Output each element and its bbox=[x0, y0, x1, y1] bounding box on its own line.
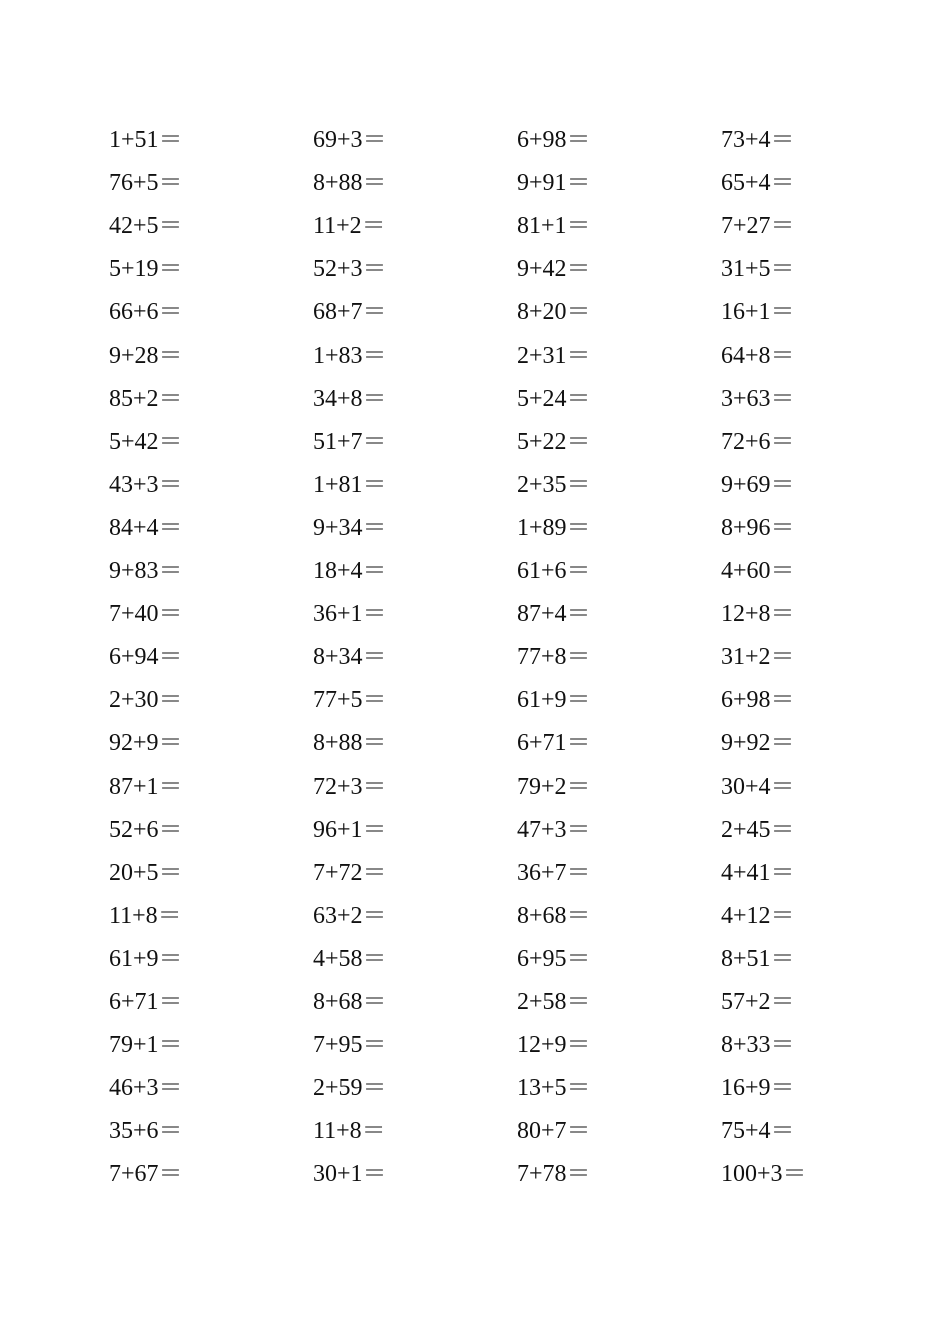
addition-problem: 5+42＝ bbox=[109, 428, 183, 455]
addition-problem: 4+58＝ bbox=[313, 945, 387, 972]
problem-row bbox=[0, 593, 950, 636]
problem-row bbox=[0, 938, 950, 981]
addition-problem: 3+63＝ bbox=[721, 385, 795, 412]
addition-problem: 8+96＝ bbox=[721, 514, 795, 541]
problem-row bbox=[0, 421, 950, 464]
addition-problem: 9+83＝ bbox=[109, 558, 183, 584]
addition-problem: 8+68＝ bbox=[517, 902, 591, 929]
addition-problem: 76+5＝ bbox=[109, 170, 183, 197]
addition-problem: 65+4＝ bbox=[721, 170, 795, 197]
addition-problem: 73+4＝ bbox=[721, 127, 795, 153]
addition-problem: 4+12＝ bbox=[721, 902, 795, 929]
addition-problem: 72+3＝ bbox=[313, 773, 387, 800]
addition-problem: 5+24＝ bbox=[517, 385, 591, 412]
addition-problem: 8+20＝ bbox=[517, 299, 591, 326]
addition-problem: 61+6＝ bbox=[517, 558, 591, 584]
problem-row bbox=[0, 507, 950, 550]
addition-problem: 36+1＝ bbox=[313, 601, 387, 628]
addition-problem: 1+81＝ bbox=[313, 471, 387, 498]
addition-problem: 12+8＝ bbox=[721, 601, 795, 628]
addition-problem: 47+3＝ bbox=[517, 816, 591, 843]
problem-row bbox=[0, 679, 950, 722]
problem-row bbox=[0, 766, 950, 809]
problem-row bbox=[0, 895, 950, 938]
addition-problem: 31+5＝ bbox=[721, 256, 795, 283]
addition-problem: 9+28＝ bbox=[109, 342, 183, 369]
addition-problem: 8+88＝ bbox=[313, 170, 387, 197]
addition-problem: 8+33＝ bbox=[721, 1032, 795, 1059]
addition-problem: 6+94＝ bbox=[109, 644, 183, 671]
addition-problem: 61+9＝ bbox=[109, 945, 183, 972]
addition-problem: 51+7＝ bbox=[313, 428, 387, 455]
addition-problem: 96+1＝ bbox=[313, 816, 387, 843]
addition-problem: 7+27＝ bbox=[721, 213, 795, 240]
problem-row bbox=[0, 722, 950, 765]
addition-problem: 2+35＝ bbox=[517, 471, 591, 498]
problem-row bbox=[0, 1153, 950, 1196]
addition-problem: 8+68＝ bbox=[313, 989, 387, 1015]
addition-problem: 92+9＝ bbox=[109, 730, 183, 757]
addition-problem: 5+19＝ bbox=[109, 256, 183, 283]
addition-problem: 63+2＝ bbox=[313, 902, 387, 929]
addition-problem: 11+8＝ bbox=[109, 902, 182, 929]
addition-problem: 36+7＝ bbox=[517, 859, 591, 886]
addition-problem: 85+2＝ bbox=[109, 385, 183, 412]
addition-problem: 16+1＝ bbox=[721, 299, 795, 326]
addition-problem: 11+8＝ bbox=[313, 1118, 386, 1145]
addition-problem: 42+5＝ bbox=[109, 213, 183, 240]
addition-problem: 75+4＝ bbox=[721, 1118, 795, 1145]
addition-problem: 5+22＝ bbox=[517, 428, 591, 455]
addition-problem: 6+98＝ bbox=[721, 687, 795, 714]
addition-problem: 9+92＝ bbox=[721, 730, 795, 757]
problem-row bbox=[0, 248, 950, 291]
addition-problem: 2+59＝ bbox=[313, 1075, 387, 1102]
addition-problem: 1+83＝ bbox=[313, 342, 387, 369]
problem-row bbox=[0, 205, 950, 248]
addition-problem: 8+88＝ bbox=[313, 730, 387, 757]
addition-problem: 34+8＝ bbox=[313, 385, 387, 412]
problem-row bbox=[0, 550, 950, 593]
addition-problem: 84+4＝ bbox=[109, 514, 183, 541]
addition-problem: 31+2＝ bbox=[721, 644, 795, 671]
problem-row bbox=[0, 464, 950, 507]
problem-row bbox=[0, 981, 950, 1024]
addition-problem: 18+4＝ bbox=[313, 558, 387, 584]
problem-row bbox=[0, 809, 950, 852]
addition-problem: 77+8＝ bbox=[517, 644, 591, 671]
addition-problem: 35+6＝ bbox=[109, 1118, 183, 1145]
addition-problem: 6+95＝ bbox=[517, 945, 591, 972]
addition-problem: 12+9＝ bbox=[517, 1032, 591, 1059]
problem-row bbox=[0, 636, 950, 679]
addition-problem: 9+34＝ bbox=[313, 514, 387, 541]
addition-problem: 72+6＝ bbox=[721, 428, 795, 455]
addition-problem: 7+40＝ bbox=[109, 601, 183, 628]
addition-problem: 77+5＝ bbox=[313, 687, 387, 714]
addition-problem: 6+71＝ bbox=[109, 989, 183, 1015]
addition-problem: 30+1＝ bbox=[313, 1161, 387, 1188]
addition-problem: 13+5＝ bbox=[517, 1075, 591, 1102]
addition-problem: 4+60＝ bbox=[721, 558, 795, 584]
addition-problem: 7+67＝ bbox=[109, 1161, 183, 1188]
addition-problem: 1+89＝ bbox=[517, 514, 591, 541]
addition-problem: 87+4＝ bbox=[517, 601, 591, 628]
addition-problem: 2+30＝ bbox=[109, 687, 183, 714]
problem-row bbox=[0, 1110, 950, 1153]
addition-problem: 66+6＝ bbox=[109, 299, 183, 326]
addition-problem: 20+5＝ bbox=[109, 859, 183, 886]
addition-problem: 2+45＝ bbox=[721, 816, 795, 843]
addition-problem: 52+6＝ bbox=[109, 816, 183, 843]
addition-problem: 9+42＝ bbox=[517, 256, 591, 283]
addition-problem: 16+9＝ bbox=[721, 1075, 795, 1102]
problem-row bbox=[0, 1024, 950, 1067]
addition-problem: 57+2＝ bbox=[721, 989, 795, 1015]
addition-problem: 9+91＝ bbox=[517, 170, 591, 197]
addition-problem: 81+1＝ bbox=[517, 213, 591, 240]
addition-problem: 7+78＝ bbox=[517, 1161, 591, 1188]
addition-problem: 80+7＝ bbox=[517, 1118, 591, 1145]
addition-problem: 8+34＝ bbox=[313, 644, 387, 671]
addition-problem: 6+98＝ bbox=[517, 127, 591, 153]
addition-problem: 69+3＝ bbox=[313, 127, 387, 153]
addition-problem: 79+1＝ bbox=[109, 1032, 183, 1059]
addition-problem: 2+31＝ bbox=[517, 342, 591, 369]
problem-row bbox=[0, 291, 950, 334]
addition-problem: 46+3＝ bbox=[109, 1075, 183, 1102]
problem-row bbox=[0, 852, 950, 895]
addition-problem: 7+95＝ bbox=[313, 1032, 387, 1059]
addition-problem: 30+4＝ bbox=[721, 773, 795, 800]
addition-problem: 2+58＝ bbox=[517, 989, 591, 1015]
addition-problem: 100+3＝ bbox=[721, 1161, 807, 1188]
addition-problem: 7+72＝ bbox=[313, 859, 387, 886]
addition-problem: 9+69＝ bbox=[721, 471, 795, 498]
addition-problem: 87+1＝ bbox=[109, 773, 183, 800]
addition-problem: 43+3＝ bbox=[109, 471, 183, 498]
addition-problem: 52+3＝ bbox=[313, 256, 387, 283]
addition-problem: 8+51＝ bbox=[721, 945, 795, 972]
problem-row bbox=[0, 378, 950, 421]
addition-problem: 1+51＝ bbox=[109, 127, 183, 153]
problem-row bbox=[0, 162, 950, 205]
problem-row bbox=[0, 1067, 950, 1110]
problem-row bbox=[0, 335, 950, 378]
problem-row bbox=[0, 119, 950, 162]
addition-problem: 4+41＝ bbox=[721, 859, 795, 886]
addition-problem: 79+2＝ bbox=[517, 773, 591, 800]
addition-problem: 6+71＝ bbox=[517, 730, 591, 757]
addition-problem: 64+8＝ bbox=[721, 342, 795, 369]
addition-problem: 68+7＝ bbox=[313, 299, 387, 326]
addition-problem: 11+2＝ bbox=[313, 213, 386, 240]
addition-problem: 61+9＝ bbox=[517, 687, 591, 714]
